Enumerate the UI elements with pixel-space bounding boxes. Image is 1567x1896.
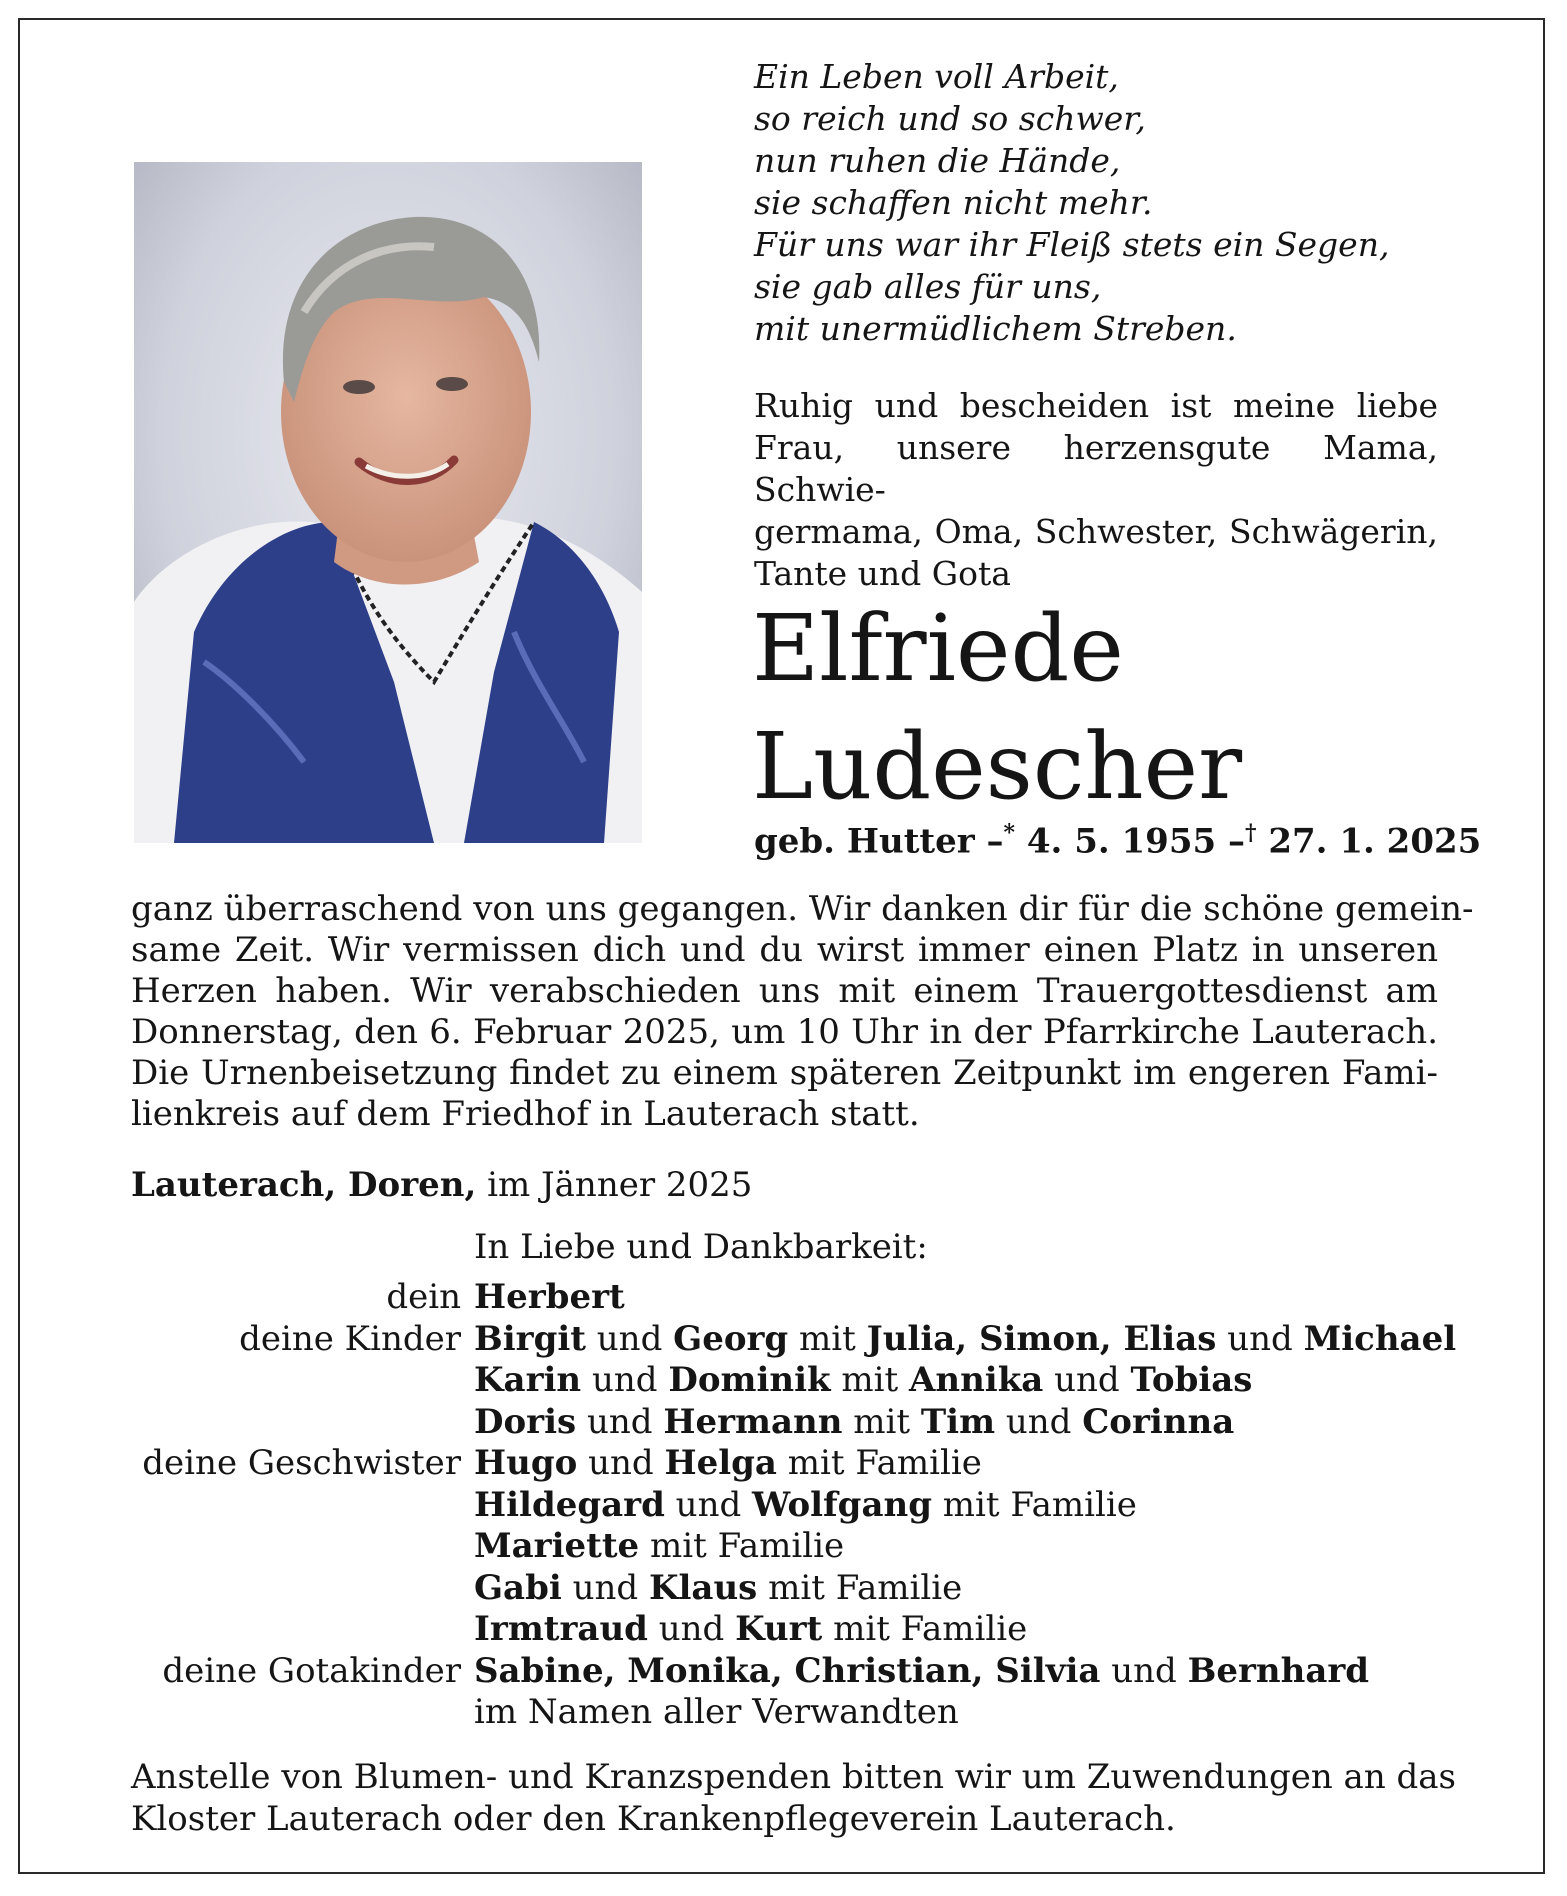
family-row <box>0 1402 1567 1444</box>
connector-text: und <box>664 1484 753 1525</box>
connector-text: und <box>577 1443 665 1483</box>
relation-label: deine Kinder <box>239 1318 461 1359</box>
poem-line: Für uns war ihr Fleiß stets ein Segen, <box>754 225 1390 264</box>
relative-name: Corinna <box>1082 1401 1235 1442</box>
relative-names <box>474 1402 1234 1443</box>
poem-line: nun ruhen die Hände, <box>754 141 1121 180</box>
relative-name: Kurt <box>735 1609 823 1649</box>
portrait-image <box>134 162 642 843</box>
connector-text: mit Familie <box>776 1443 982 1483</box>
connector-text: mit <box>788 1318 867 1359</box>
relative-name: Birgit <box>474 1318 586 1359</box>
relative-name: Doris <box>474 1401 577 1442</box>
relative-name: Dominik <box>668 1360 831 1400</box>
relative-name: Michael <box>1303 1318 1457 1359</box>
connector-text: mit <box>830 1360 909 1400</box>
closing-line: Anstelle von Blumen- und Kranzspenden bitten wir um Zuwendungen an das <box>131 1757 1457 1797</box>
relative-names <box>474 1485 1137 1526</box>
body-line: lienkreis auf dem Friedhof in Lauterach statt. <box>131 1094 920 1134</box>
relation-label: dein <box>386 1277 461 1317</box>
relative-name: Helga <box>664 1443 777 1483</box>
relative-name: Hermann <box>663 1401 843 1442</box>
relative-name: Julia, Simon, Elias <box>866 1318 1217 1359</box>
connector-text: und <box>647 1609 736 1649</box>
family-row <box>0 1443 1567 1485</box>
connector-text: im Namen aller Verwandten <box>474 1692 959 1732</box>
relative-name: Tim <box>920 1401 996 1442</box>
dash: – <box>1228 821 1245 862</box>
relative-name: Wolfgang <box>752 1484 932 1525</box>
family-row <box>0 1360 1567 1402</box>
family-row <box>0 1319 1567 1361</box>
family-row <box>0 1609 1567 1651</box>
poem-line: mit unermüdlichem Streben. <box>754 309 1237 348</box>
deceased-name <box>752 590 1242 826</box>
relative-names <box>474 1526 844 1567</box>
closing-line: Kloster Lauterach oder den Krankenpflegeverein Lauterach. <box>131 1799 1176 1839</box>
first-name: Elfriede <box>752 595 1124 702</box>
birth-date: 4. 5. 1955 <box>1026 821 1217 862</box>
family-row <box>0 1526 1567 1568</box>
death-date: 27. 1. 2025 <box>1268 821 1482 862</box>
family-row <box>0 1485 1567 1527</box>
relative-name: Georg <box>673 1318 789 1359</box>
poem <box>754 56 1454 350</box>
intro-line: Frau, unsere herzensgute Mama, Schwie- <box>754 428 1438 509</box>
relative-name: Annika <box>908 1360 1044 1400</box>
relative-names <box>474 1360 1252 1401</box>
connector-text: und <box>1100 1650 1188 1691</box>
poem-line: sie gab alles für uns, <box>754 267 1102 306</box>
body-line: Herzen haben. Wir verabschieden uns mit einem Trauergottesdienst am <box>131 971 1438 1011</box>
intro-text <box>754 385 1438 595</box>
relative-name: Hugo <box>474 1443 578 1483</box>
relative-name: Karin <box>474 1360 582 1400</box>
family-row <box>0 1277 1567 1319</box>
relative-names <box>474 1651 1369 1692</box>
connector-text: und <box>1043 1360 1131 1400</box>
relative-name: Sabine, Monika, Christian, Silvia <box>474 1650 1101 1691</box>
connector-text: mit <box>842 1401 921 1442</box>
relative-names <box>474 1443 982 1484</box>
last-name: Ludescher <box>752 713 1243 820</box>
intro-line: Tante und Gota <box>754 554 1011 593</box>
body-line: ganz überraschend von uns gegangen. Wir danken dir für die schöne gemein- <box>131 889 1474 929</box>
relative-name: Irmtraud <box>474 1609 648 1649</box>
relative-name: Tobias <box>1130 1360 1253 1400</box>
body-line: Donnerstag, den 6. Februar 2025, um 10 Uhr in der Pfarrkirche Lauterach. <box>131 1012 1438 1052</box>
thanks-line: In Liebe und Dankbarkeit: <box>474 1227 928 1267</box>
died-symbol: † <box>1245 820 1257 846</box>
relative-name: Klaus <box>648 1567 758 1608</box>
relation-label: deine Geschwister <box>142 1443 461 1483</box>
connector-text: und <box>581 1360 669 1400</box>
connector-text: und <box>995 1401 1083 1442</box>
body-line: Die Urnenbeisetzung findet zu einem späteren Zeitpunkt im engeren Fami- <box>131 1053 1438 1093</box>
connector-text: mit Familie <box>639 1526 845 1566</box>
month-year: im Jänner 2025 <box>487 1165 753 1205</box>
relative-names <box>474 1568 962 1609</box>
intro-line: Ruhig und bescheiden ist meine liebe <box>754 386 1438 425</box>
family-row <box>0 1568 1567 1610</box>
connector-text: und <box>585 1318 674 1359</box>
relative-name: Bernhard <box>1187 1650 1370 1691</box>
place-names: Lauterach, Doren, <box>131 1165 477 1205</box>
relative-names <box>474 1692 959 1733</box>
poem-line: so reich und so schwer, <box>754 99 1146 138</box>
relative-name: Mariette <box>474 1526 640 1566</box>
connector-text: mit Familie <box>757 1567 963 1608</box>
family-list <box>0 1277 1567 1734</box>
relative-name: Gabi <box>474 1567 562 1608</box>
relative-name: Herbert <box>474 1277 625 1317</box>
life-dates <box>754 812 1481 862</box>
poem-line: sie schaffen nicht mehr. <box>754 183 1153 222</box>
born-symbol: * <box>1003 820 1016 846</box>
poem-line: Ein Leben voll Arbeit, <box>754 57 1119 96</box>
family-row <box>0 1651 1567 1693</box>
place-date <box>131 1164 752 1206</box>
portrait-photo <box>134 162 642 843</box>
body-text <box>131 889 1474 1135</box>
connector-text: und <box>576 1401 664 1442</box>
relative-names <box>474 1609 1027 1650</box>
intro-line: germama, Oma, Schwester, Schwägerin, <box>754 512 1438 551</box>
relative-name: Hildegard <box>474 1484 665 1525</box>
dash: – <box>986 821 1004 862</box>
body-line: same Zeit. Wir vermissen dich und du wirst immer einen Platz in unseren <box>131 930 1438 970</box>
connector-text: mit Familie <box>931 1484 1137 1525</box>
connector-text: und <box>1216 1318 1304 1359</box>
birth-name: geb. Hutter <box>754 821 975 862</box>
relative-names <box>474 1319 1456 1360</box>
relation-label: deine Gotakinder <box>162 1650 461 1691</box>
closing-text <box>131 1756 1457 1840</box>
relative-names <box>474 1277 625 1318</box>
connector-text: und <box>561 1567 649 1608</box>
family-row <box>0 1692 1567 1734</box>
connector-text: mit Familie <box>822 1609 1028 1649</box>
